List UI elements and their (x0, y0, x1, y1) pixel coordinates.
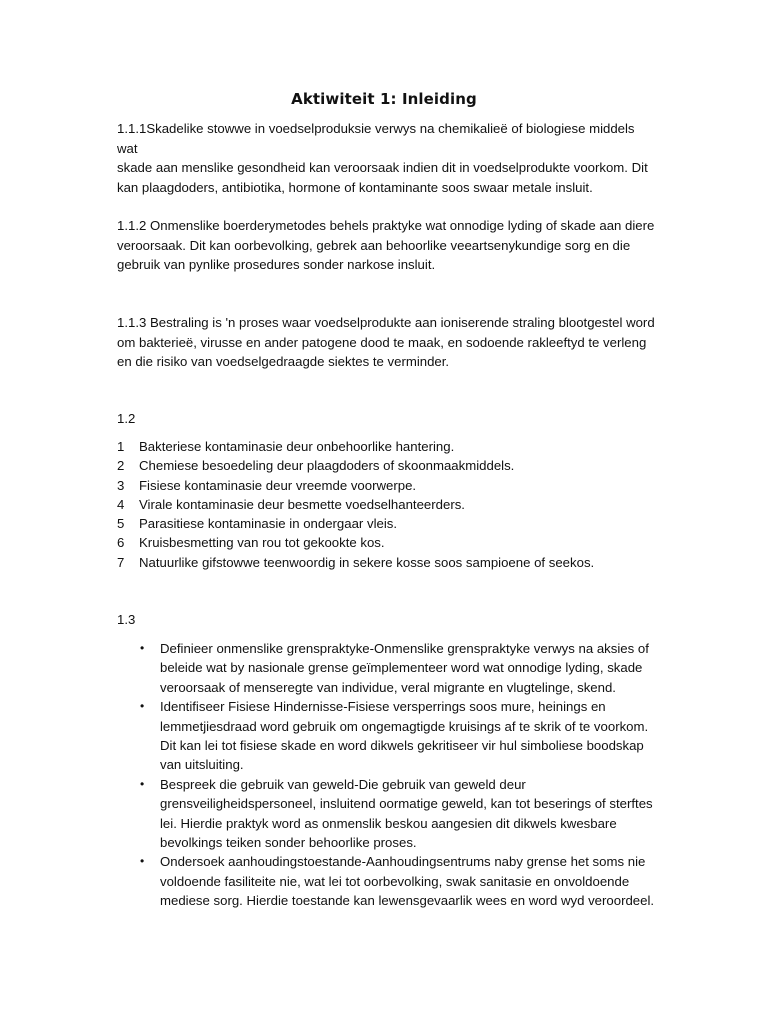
list-item (117, 437, 594, 456)
list-item-number: 3 (117, 477, 125, 493)
list-item-text: Bakteriese kontaminasie deur onbehoorlike hantering. (139, 439, 455, 454)
list-item-text: Definieer onmenslike grenspraktyke-Onmenslike grenspraktyke verwys na aksies of beleide wat by nasionale grense geïmplementeer word wat onnodige lyding, skade veroorsaak of menseregte van individue, veral migrante en vlugtelinge, skend. (160, 641, 649, 695)
list-item (117, 553, 594, 572)
list-item-number: 2 (117, 458, 125, 474)
list-item (139, 639, 659, 697)
list-item-text: Parasitiese kontaminasie in ondergaar vleis. (139, 516, 398, 532)
list-item-number: 4 (117, 496, 125, 512)
list-item (117, 495, 594, 514)
list-item-text: Kruisbesmetting van rou tot gekookte kos. (139, 535, 385, 551)
bullet-icon: • (140, 699, 145, 714)
bullet-icon: • (140, 776, 145, 791)
list-item (117, 456, 594, 475)
page-title: Aktiwiteit 1: Inleiding (291, 90, 477, 108)
list-item (139, 852, 659, 910)
list-item-text: Fisiese kontaminasie deur vreemde voorwerpe. (139, 477, 417, 493)
numbered-list-1-2 (117, 437, 594, 572)
list-item-text: Ondersoek aanhoudingstoestande-Aanhoudingsentrums naby grense het soms nie voldoende fasiliteite nie, wat lei tot oorbevolking, swak sanitasie en onvoldoende mediese sorg. Hierdie toestande kan lewensgevaarlik wees en word wyd veroordeel. (160, 854, 655, 909)
paragraph-1-1-2: 1.1.2 Onmenslike boerderymetodes behels praktyke wat onnodige lyding of skade aan diere veroorsaak. Dit kan oorbevolking, gebrek aan behoorlike veeartsenykundige sorg en die gebruik van pynlike prosedures sonder narkose insluit. (117, 218, 655, 272)
list-item (117, 533, 594, 552)
section-heading-1-3: 1.3 (117, 612, 136, 627)
list-item (117, 514, 594, 533)
list-item-text: Chemiese besoedeling deur plaagdoders of skoonmaakmiddels. (139, 458, 515, 474)
list-item (139, 775, 659, 853)
list-item (117, 476, 594, 495)
list-item-number: 6 (117, 535, 125, 551)
paragraph-1-1-3: 1.1.3 Bestraling is 'n proses waar voedselprodukte aan ioniserende straling blootgestel word om bakterieë, virusse en ander patogene dood te maak, en sodoende rakleeftyd te verleng en die risiko van voedselgedraagde siektes te verminder. (117, 315, 655, 369)
list-item-text: Identifiseer Fisiese Hindernisse-Fisiese versperrings soos mure, heinings en lemmetjiesdraad word gebruik om ongemagtigde kruisings af te skrik of te voorkom. Dit kan lei tot fisiese skade en word dikwels gekritiseer vir hul simboliese boodskap van uitsluiting. (160, 699, 649, 773)
list-item-text: Bespreek die gebruik van geweld-Die gebruik van geweld deur grensveiligheidspersoneel, insluitend oormatige geweld, kan tot beserings of sterftes lei. Hierdie praktyk word as onmenslik beskou aangesien dit dikwels kwesbare bevolkings teiken sonder behoorlike proses. (160, 776, 653, 851)
list-item-text: Natuurlike gifstowwe teenwoordig in sekere kosse soos sampioene of seekos. (139, 554, 595, 570)
section-heading-1-2: 1.2 (117, 411, 136, 426)
bullet-list-1-3 (139, 639, 659, 911)
list-item (139, 697, 659, 775)
list-item-number: 1 (117, 439, 125, 454)
list-item-text: Virale kontaminasie deur besmette voedselhanteerders. (139, 496, 465, 512)
bullet-icon: • (140, 854, 145, 869)
list-item-number: 7 (117, 554, 125, 570)
paragraph-1-1-1: 1.1.1Skadelike stowwe in voedselproduksie verwys na chemikalieë of biologiese middels wat skade aan menslike gesondheid kan veroorsaak indien dit in voedselprodukte voorkom. Dit kan plaagdoders, antibiotika, hormone of kontaminante soos swaar metale insluit. (117, 121, 648, 195)
list-item-number: 5 (117, 516, 125, 532)
bullet-icon: • (140, 641, 145, 655)
